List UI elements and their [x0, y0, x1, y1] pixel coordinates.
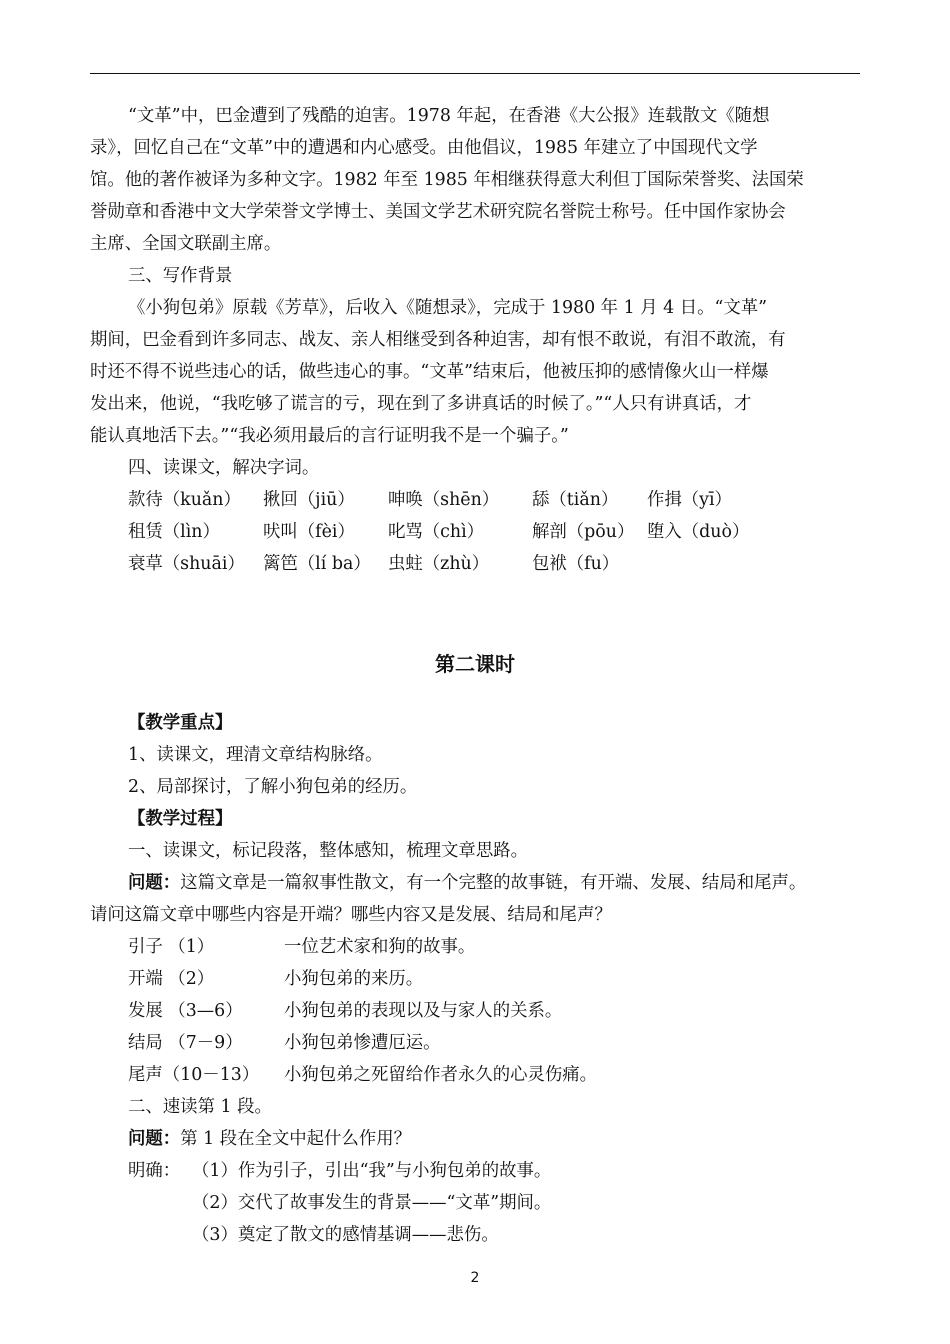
key-point-item: 1、读课文，理清文章结构脉络。	[128, 745, 383, 765]
question-line	[128, 1128, 411, 1150]
question-text: 这篇文章是一篇叙事性散文，有一个完整的故事链，有开端、发展、结局和尾声。	[180, 873, 807, 893]
structure-part: 尾声（10－13）	[128, 1065, 260, 1085]
structure-part: 开端 （2）	[128, 969, 215, 989]
step-heading: 二、速读第 1 段。	[128, 1097, 272, 1117]
structure-part: 引子 （1）	[128, 937, 215, 957]
vocab-item: 虫蛀（zhù）	[388, 554, 490, 574]
question-label: 问题：	[128, 1129, 181, 1149]
vocab-item: 舔（tiǎn）	[532, 490, 619, 510]
vocab-item: 叱骂（chì）	[388, 522, 485, 542]
paragraph-line: “文革”中，巴金遭到了残酷的迫害。1978 年起，在香港《大公报》连载散文《随想	[128, 106, 770, 126]
structure-part: 发展 （3—6）	[128, 1001, 243, 1021]
question-label: 问题：	[128, 873, 181, 893]
vocab-item: 款待（kuǎn）	[128, 490, 241, 510]
vocab-item: 作揖（yī）	[647, 490, 732, 510]
vocab-item: 堕入（duò）	[647, 522, 750, 542]
vocab-item: 揪回（jiū）	[263, 490, 355, 510]
vocab-item: 包袱（fu）	[532, 554, 620, 574]
structure-part: 结局 （7－9）	[128, 1033, 243, 1053]
vocab-item: 衰草（shuāi）	[128, 554, 245, 574]
step-heading: 一、读课文，标记段落，整体感知，梳理文章思路。	[128, 841, 528, 861]
answer-item: （1）作为引子，引出“我”与小狗包弟的故事。	[192, 1161, 552, 1181]
key-points-heading: 【教学重点】	[128, 713, 233, 733]
answer-item: （2）交代了故事发生的背景——“文革”期间。	[192, 1193, 552, 1213]
structure-desc: 小狗包弟的表现以及与家人的关系。	[284, 1001, 563, 1021]
paragraph-line: 期间，巴金看到许多同志、战友、亲人相继受到各种迫害，却有恨不敢说，有泪不敢流，有	[90, 330, 786, 350]
question-line-cont: 请问这篇文章中哪些内容是开端？哪些内容又是发展、结局和尾声？	[90, 905, 612, 925]
structure-desc: 小狗包弟的来历。	[284, 969, 424, 989]
structure-desc: 小狗包弟惨遭厄运。	[284, 1033, 441, 1053]
paragraph-line: 馆。他的著作被译为多种文字。1982 年至 1985 年相继获得意大利但丁国际荣誉奖、法国荣	[90, 170, 804, 190]
vocab-item: 解剖（pōu）	[532, 522, 635, 542]
section-heading: 四、读课文，解决字词。	[128, 458, 320, 478]
paragraph-line: 誉勋章和香港中文大学荣誉文学博士、美国文学艺术研究院名誉院士称号。任中国作家协会	[90, 202, 786, 222]
paragraph-line: 发出来，他说，“我吃够了谎言的亏，现在到了多讲真话的时候了。”“人只有讲真话，才	[90, 394, 752, 414]
question-line	[128, 872, 806, 894]
answer-item: （3）奠定了散文的感情基调——悲伤。	[192, 1225, 499, 1245]
paragraph-line: 能认真地活下去。”“我必须用最后的言行证明我不是一个骗子。”	[90, 426, 569, 446]
paragraph-line: 《小狗包弟》原载《芳草》，后收入《随想录》，完成于 1980 年 1 月 4 日。“文革”	[128, 298, 768, 318]
paragraph-line: 时还不得不说些违心的话，做些违心的事。“文革”结束后，他被压抑的感情像火山一样爆	[90, 362, 769, 382]
structure-desc: 一位艺术家和狗的故事。	[284, 937, 476, 957]
answer-label: 明确：	[128, 1161, 181, 1181]
lesson-title: 第二课时	[435, 652, 515, 676]
page-number: 2	[470, 1270, 480, 1286]
header-rule	[90, 73, 860, 74]
paragraph-line: 主席、全国文联副主席。	[90, 234, 282, 254]
key-point-item: 2、局部探讨，了解小狗包弟的经历。	[128, 777, 418, 797]
paragraph-line: 录》，回忆自己在“文革”中的遭遇和内心感受。由他倡议，1985 年建立了中国现代文学	[90, 138, 758, 158]
vocab-item: 租赁（lìn）	[128, 522, 220, 542]
vocab-item: 吠叫（fèi）	[263, 522, 355, 542]
process-heading: 【教学过程】	[128, 809, 233, 829]
vocab-item: 篱笆（lí ba）	[263, 554, 371, 574]
question-text: 第 1 段在全文中起什么作用？	[180, 1129, 411, 1149]
section-heading: 三、写作背景	[128, 266, 233, 286]
vocab-item: 呻唤（shēn）	[388, 490, 500, 510]
structure-desc: 小狗包弟之死留给作者永久的心灵伤痛。	[284, 1065, 598, 1085]
